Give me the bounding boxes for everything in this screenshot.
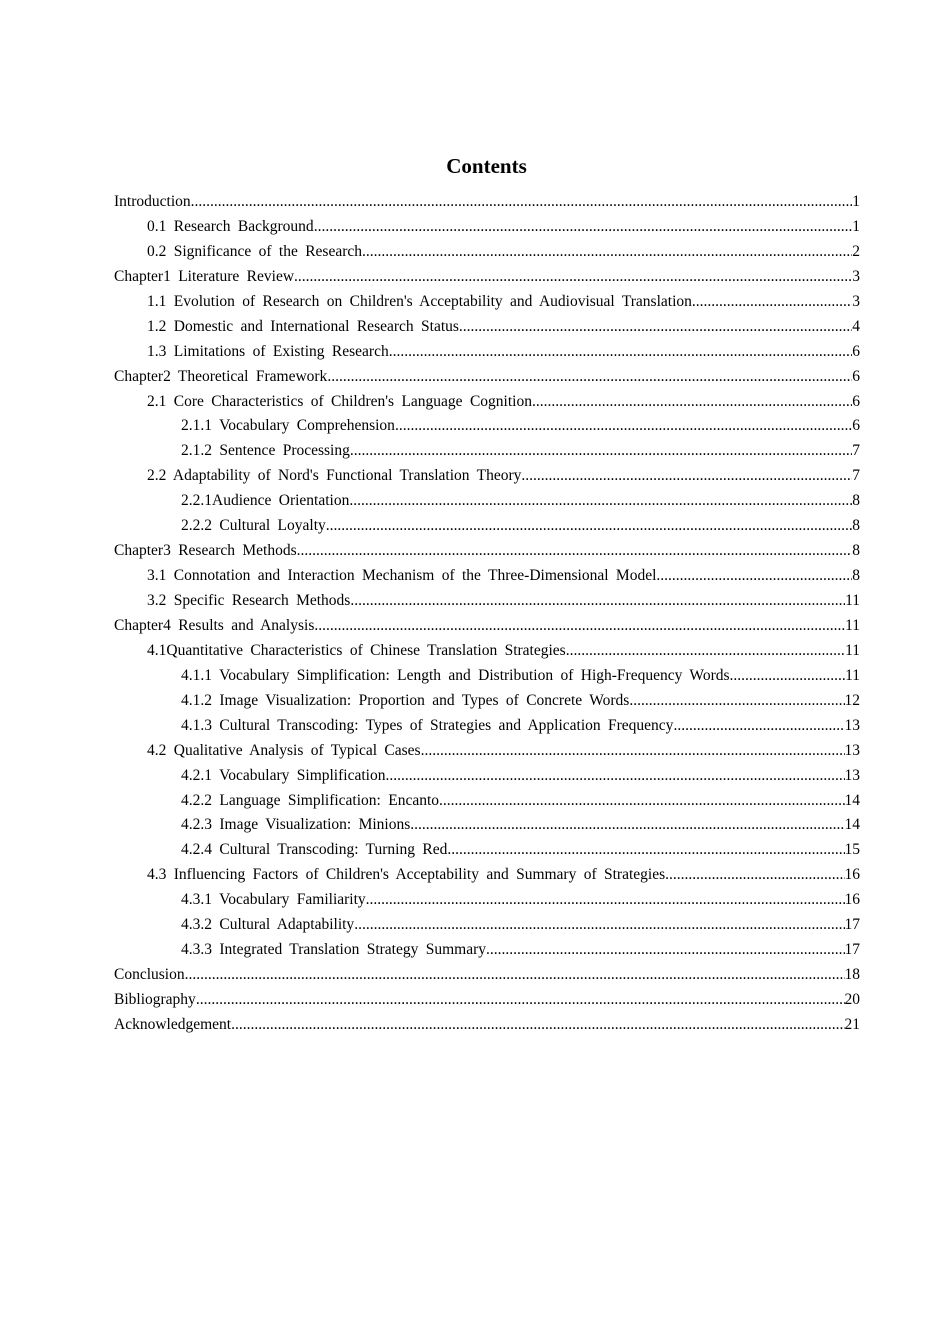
dot-leader [673,714,844,739]
toc-page-number: 8 [852,492,860,510]
toc-title: Contents [446,154,527,178]
toc-entry[interactable] [114,290,860,315]
dot-leader [629,689,844,714]
toc-entry[interactable] [114,639,860,664]
dot-leader [410,813,844,838]
toc-entry[interactable] [114,265,860,290]
dot-leader [191,190,853,215]
toc-entry-text: 0.1 Research Background [147,217,314,235]
toc-entry-text: 4.1Quantitative Characteristics of Chinese Translation Strategies [147,641,566,659]
toc-entry-text: 4.2.3 Image Visualization: Minions [181,816,411,834]
toc-page-number: 6 [852,392,860,410]
toc-entry[interactable] [114,614,860,639]
dot-leader [447,838,844,863]
toc-entry-text: 4.2.2 Language Simplification: Encanto [181,791,440,809]
toc-page-number: 8 [852,542,860,560]
toc-entry[interactable] [114,514,860,539]
toc-page-number: 17 [844,916,860,934]
toc-entry-text: 3.1 Connotation and Interaction Mechanism of the Three-Dimensional Model [147,567,657,585]
toc-entry[interactable] [114,340,860,365]
toc-entry-text: 1.3 Limitations of Existing Research [147,342,389,360]
toc-entry-text: 4.2.4 Cultural Transcoding: Turning Red [181,841,448,859]
toc-page-number: 7 [852,442,860,460]
dot-leader [327,365,852,390]
dot-leader [532,390,852,415]
toc-page-number: 14 [844,791,860,809]
toc-entry[interactable] [114,365,860,390]
dot-leader [389,340,853,365]
dot-leader [486,938,844,963]
toc-page-number: 13 [844,716,860,734]
toc-entry-text: Bibliography [114,991,196,1008]
dot-leader [231,1013,844,1038]
toc-entry[interactable] [114,240,860,265]
dot-leader [297,539,853,564]
toc-entry-text: 1.2 Domestic and International Research Status [147,317,459,335]
toc-entry-text: Chapter3 Research Methods [114,542,297,560]
toc-entry[interactable] [114,764,860,789]
toc-entry[interactable] [114,464,860,489]
toc-page-number: 13 [844,741,860,759]
toc-page-number: 6 [852,367,860,385]
toc-page-number: 4 [852,317,860,335]
toc-entry[interactable] [114,664,860,689]
dot-leader [314,215,853,240]
dot-leader [314,614,845,639]
toc-page-number: 8 [852,567,860,585]
toc-entry[interactable] [114,689,860,714]
toc-entry[interactable] [114,589,860,614]
toc-entry-text: 4.1.1 Vocabulary Simplification: Length and Distribution of High-Frequency Words [181,666,730,684]
dot-leader [185,963,845,988]
dot-leader [730,664,846,689]
dot-leader [385,764,844,789]
toc-entry-text: 1.1 Evolution of Research on Children's Acceptability and Audiovisual Translation [147,292,692,310]
dot-leader [421,739,845,764]
toc-page-number: 11 [845,641,860,659]
toc-page-number: 17 [844,941,860,959]
toc-entry[interactable] [114,863,860,888]
toc-page-number: 21 [844,1015,860,1033]
toc-entry-text: 4.3.1 Vocabulary Familiarity [181,891,366,909]
toc-entry-text: 3.2 Specific Research Methods [147,592,351,609]
toc-entry-text: 4.2.1 Vocabulary Simplification [181,766,386,784]
toc-page-number: 13 [844,766,860,784]
toc-entry[interactable] [114,789,860,814]
dot-leader [395,414,852,439]
dot-leader [656,564,852,589]
toc-entry-text: 4.2 Qualitative Analysis of Typical Cases [147,741,421,759]
toc-page-number: 7 [852,467,860,485]
dot-leader [439,789,844,814]
toc-entry[interactable] [114,913,860,938]
toc-entry[interactable] [114,390,860,415]
dot-leader [566,639,845,664]
toc-entry-text: Chapter1 Literature Review [114,267,295,285]
toc-page-number: 16 [844,891,860,909]
toc-entry[interactable] [114,489,860,514]
toc-page-number: 20 [844,991,860,1008]
toc-entry-text: 2.2 Adaptability of Nord's Functional Translation Theory [147,467,522,485]
toc-entry-text: 4.1.2 Image Visualization: Proportion and Types of Concrete Words [181,691,630,709]
toc-page-number: 2 [852,242,860,260]
toc-entry-text: 4.1.3 Cultural Transcoding: Types of Strategies and Application Frequency [181,716,674,734]
toc-entry[interactable] [114,315,860,340]
toc-entry[interactable] [114,564,860,589]
dot-leader [349,489,852,514]
dot-leader [459,315,852,340]
toc-entry[interactable] [114,938,860,963]
toc-entry[interactable] [114,215,860,240]
dot-leader [521,464,852,489]
toc-entry[interactable] [114,439,860,464]
toc-entry-text: Conclusion [114,966,185,984]
toc-page-number: 11 [845,666,860,684]
toc-entry-text: 2.1 Core Characteristics of Children's Language Cognition [147,392,532,410]
toc-entry-text: Acknowledgement [114,1015,232,1033]
toc-entry-text: 2.2.2 Cultural Loyalty [181,517,326,535]
toc-page-number: 11 [845,616,860,634]
toc-entry[interactable] [114,714,860,739]
toc-page-number: 16 [844,866,860,884]
toc-page-number: 6 [852,417,860,435]
toc-entry-text: 4.3.2 Cultural Adaptability [181,916,355,934]
toc-page-number: 12 [844,691,860,709]
toc-entry[interactable] [114,739,860,764]
toc-entry-text: 4.3 Influencing Factors of Children's Acceptability and Summary of Strategies [147,866,666,884]
dot-leader [366,888,845,913]
dot-leader [354,913,844,938]
toc-entry[interactable] [114,838,860,863]
toc-list [114,190,860,1038]
dot-leader [294,265,852,290]
toc-page-number: 11 [845,592,860,609]
toc-entry[interactable] [114,813,860,838]
dot-leader [350,589,845,614]
dot-leader [350,439,852,464]
toc-entry-text: 2.2.1Audience Orientation [181,492,350,510]
toc-page-number: 1 [852,217,860,235]
toc-page-number: 8 [852,517,860,535]
toc-entry-text: 0.2 Significance of the Research [147,242,362,260]
dot-leader [326,514,852,539]
toc-entry-text: Chapter4 Results and Analysis [114,616,315,634]
toc-entry[interactable] [114,888,860,913]
toc-page-number: 15 [844,841,860,859]
toc-page-number: 18 [844,966,860,984]
toc-entry[interactable] [114,1013,860,1038]
toc-page-number: 1 [852,193,860,210]
toc-entry-text: 2.1.2 Sentence Processing [181,442,350,460]
toc-entry[interactable] [114,988,860,1013]
dot-leader [196,988,845,1013]
dot-leader [665,863,844,888]
toc-entry-text: Introduction [114,193,191,210]
toc-entry[interactable] [114,414,860,439]
toc-entry-text: 4.3.3 Integrated Translation Strategy Summary [181,941,487,959]
dot-leader [362,240,852,265]
toc-entry-text: 2.1.1 Vocabulary Comprehension [181,417,395,435]
toc-page-number: 14 [844,816,860,834]
toc-entry[interactable] [114,539,860,564]
dot-leader [692,290,852,315]
toc-entry[interactable] [114,963,860,988]
toc-entry[interactable] [114,190,860,215]
toc-entry-text: Chapter2 Theoretical Framework [114,367,328,385]
toc-page-number: 3 [852,267,860,285]
toc-page-number: 3 [852,292,860,310]
toc-page-number: 6 [852,342,860,360]
